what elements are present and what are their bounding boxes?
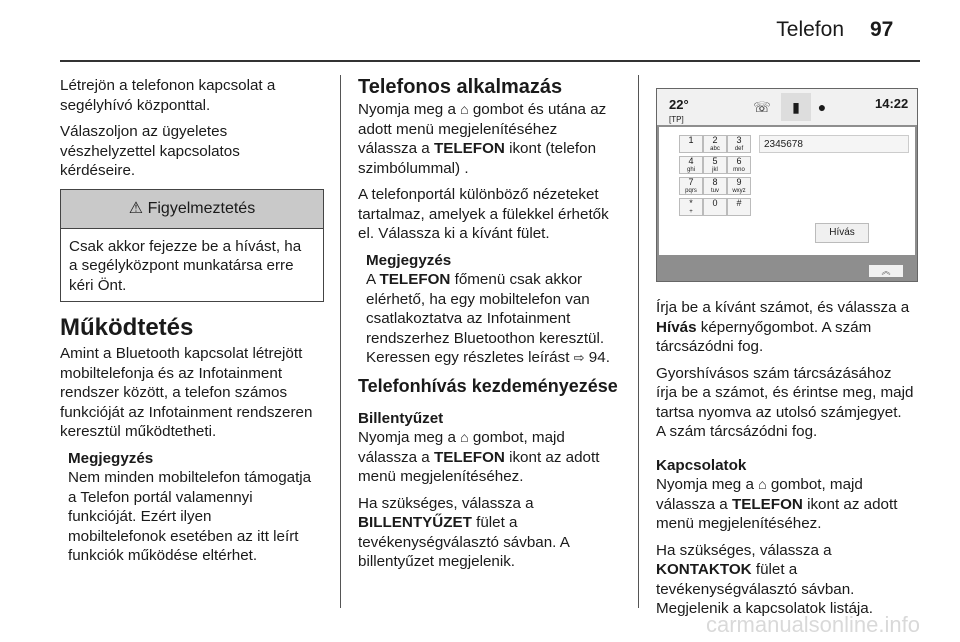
screen-status-bar bbox=[657, 89, 917, 125]
paragraph: Válaszoljon az ügyeletes vészhelyzettel kapcsolatos kérdéseire. bbox=[60, 123, 240, 179]
warning-box bbox=[60, 189, 324, 303]
paragraph: Írja be a kívánt számot, és válassza a Hívás képernyőgombot. A szám tárcsázódni fog. bbox=[656, 299, 910, 355]
paragraph: A telefonportál különböző nézeteket tartalmaz, amelyek a fülekkel érhetők el. Válassza ki a kívánt fület. bbox=[358, 186, 609, 242]
header-rule bbox=[60, 60, 920, 62]
column-3 bbox=[656, 76, 926, 626]
subsection-title: Kapcsolatok bbox=[656, 456, 747, 474]
column-1 bbox=[60, 76, 326, 573]
infotainment-screenshot bbox=[656, 88, 918, 282]
subsection-title: Billentyűzet bbox=[358, 409, 444, 427]
section-title: Telefonhívás kezdeményezése bbox=[358, 375, 618, 396]
column-divider-2 bbox=[638, 75, 639, 608]
page-header-title: Telefon bbox=[776, 18, 844, 41]
screen-tp-indicator: [TP] bbox=[669, 115, 684, 124]
paragraph: Nyomja meg a ⌂ gombot, majd válassza a TELEFON ikont az adott menü megjelenítéséhez. bbox=[656, 476, 898, 532]
watermark: carmanualsonline.info bbox=[705, 612, 920, 637]
paragraph: Ha szükséges, válassza a KONTAKTOK fület a tevékenységválasztó sávban. Megjelenik a kapcsolatok listája. bbox=[656, 541, 873, 617]
column-2 bbox=[358, 76, 630, 579]
home-icon: ⌂ bbox=[758, 476, 767, 492]
keypad-key[interactable]: 2 abc bbox=[703, 135, 727, 153]
keypad-key[interactable]: 4 ghi bbox=[679, 156, 703, 174]
page-number: 97 bbox=[870, 18, 894, 41]
warning-title: Figyelmeztetés bbox=[147, 199, 256, 217]
section-title: Telefonos alkalmazás bbox=[358, 76, 563, 98]
paragraph: Amint a Bluetooth kapcsolat létrejött mobiltelefonja és az Infotainment rendszer között, a telefon számos funkcióját az Infotainment rendszeren keresztül működtetheti. bbox=[60, 345, 313, 440]
paragraph: Nyomja meg a ⌂ gombot, majd válassza a TELEFON ikont az adott menü megjelenítéséhez. bbox=[358, 429, 600, 485]
keypad-key[interactable]: # bbox=[727, 198, 751, 216]
cross-reference-arrow-icon: ⇨ bbox=[573, 350, 585, 365]
keypad-key[interactable]: 1 bbox=[679, 135, 703, 153]
keypad-key[interactable]: 8 tuv bbox=[703, 177, 727, 195]
home-icon: ⌂ bbox=[460, 429, 469, 445]
paragraph: Ha szükséges, válassza a BILLENTYŰZET fület a tevékenységválasztó sávban. A billentyűzet megjelenik. bbox=[358, 494, 570, 570]
paragraph: Létrejön a telefonon kapcsolat a segélyhívó központtal. bbox=[60, 77, 276, 114]
keypad-key[interactable]: 9 wxyz bbox=[727, 177, 751, 195]
keypad-key[interactable]: * + bbox=[679, 198, 703, 216]
screen-temperature: 22° bbox=[669, 97, 689, 112]
keypad-key[interactable]: 7 pqrs bbox=[679, 177, 703, 195]
keypad-key[interactable]: 6 mno bbox=[727, 156, 751, 174]
warning-triangle-icon: ⚠ bbox=[128, 199, 144, 217]
info-icon: ● bbox=[817, 99, 827, 115]
keypad-key[interactable]: 3 def bbox=[727, 135, 751, 153]
column-divider-1 bbox=[340, 75, 341, 608]
warning-header bbox=[61, 190, 323, 229]
dialed-number-field[interactable]: 2345678 bbox=[759, 135, 909, 153]
chevron-up-icon[interactable]: ︽ bbox=[869, 265, 903, 277]
keypad-key[interactable]: 5 jkl bbox=[703, 156, 727, 174]
screen-time: 14:22 bbox=[875, 96, 909, 111]
keypad-key[interactable]: 0 bbox=[703, 198, 727, 216]
call-button[interactable]: Hívás bbox=[815, 223, 869, 243]
screen-keypad-area bbox=[659, 127, 915, 255]
paragraph: Gyorshívásos szám tárcsázásához írja be a számot, és érintse meg, majd tartsa nyomva az utolsó számjegyet. A szám tárcsázódni fog. bbox=[656, 364, 914, 440]
note-body: A TELEFON főmenü csak akkor elérhető, ha egy mobiltelefon van csatlakoztatva az Infotainment rendszerhez Bluetoothon keresztül. Keressen egy részletes leírást ⇨ 94. bbox=[366, 271, 610, 366]
paragraph: Nyomja meg a ⌂ gombot és utána az adott menü megjelenítéséhez válassza a TELEFON ikont (telefon szimbólummal) . bbox=[358, 101, 607, 177]
phone-book-icon: ☏ bbox=[753, 99, 771, 115]
note-title: Megjegyzés bbox=[366, 251, 452, 269]
note-body: Nem minden mobiltelefon támogatja a Telefon portál valamennyi funkcióját. Ezért ilyen mobiltelefonok esetében az itt leírt funkciók működése eltérhet. bbox=[68, 469, 312, 564]
section-title: Működtetés bbox=[60, 314, 194, 341]
home-icon: ⌂ bbox=[460, 101, 469, 117]
warning-body: Csak akkor fejezze be a hívást, ha a segélyközpont munkatársa erre kéri Önt. bbox=[69, 237, 302, 294]
phone-tab-icon: ▮ bbox=[781, 93, 811, 121]
note-title: Megjegyzés bbox=[68, 449, 154, 467]
